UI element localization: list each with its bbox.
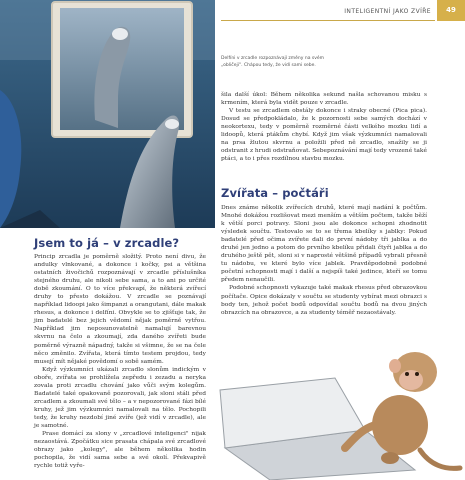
page-number: 49 (437, 0, 465, 21)
monkey-laptop-photo (215, 330, 465, 480)
dolphin-mirror-photo (0, 0, 215, 228)
paragraph: Když výzkumníci ukázali zrcadlo slonům indickým v oboře, zvířata se prohlížela zepředu i zezadu a neryka zovala proti zrcadlu chování jako vůči svým kolegům. Badatelé také opakovaně pozorovali, jak sloni stáli před zrcadlem a zkoumali své tělo – a v nepozorované fázi bílé kruhy, jež jim výzkumníci namalovali na tělo. Pochopili tedy, že kruhy nezdobí jiné zvíře (jež vidí v zrcadle), ale je samotné. (34, 366, 206, 429)
right-column-top (221, 91, 427, 163)
section-heading-mirror: Jsem to já – v zrcadle? (34, 236, 180, 250)
photo-caption: Delfíni v zrcadle rozpoznávají změny na svém „obličeji". Chápou tedy, že vidí sami sebe. (221, 56, 325, 68)
paragraph: Prase domácí za slony v „zrcadlové inteligenci" nijak nezaostává. Zpočátku sice prasata chápala své zrcadlové obrazy jako „kolegy", ale během několika hodin pochopila, že vidí sama sebe a své okolí. Překvapivě rychle totiž vyře- (34, 431, 206, 470)
page-header (215, 0, 465, 22)
section-heading-counting: Zvířata – počtáři (221, 186, 329, 200)
left-column (34, 253, 206, 470)
paragraph: Princip zrcadla je poměrně složitý. Proto není divu, že andulky vlnkované, a dokonce i kočky, psi a většina ostatních živočichů rozpoznávají v zrcadle příslušníka stejného druhu, ale nikoli sebe sama, a to ani po určité době zkoumání. O to více překvapí, že některá zvířecí druhy to přesto dokážou. V zrcadle se poznávají například lidoopi jako šimpanzi a orangutani, dále makak rhesus, a dokonce i delfíni. Obvykle se to zjišťuje tak, že jim badatelé bez jejich vědomí nějak poměrně vytřou. Například jim neposunovatelně namalují barevnou skvrnu na čelo a zkoumají, zda daného zvířeti bude poměrně výrazně nápadný, takže si všimne, že se na čele něco změnilo. Zvířata, která tímto testem projdou, tedy musejí mít nějaké povědomí o sobě samém. (34, 254, 206, 365)
paragraph: Podobné schopnosti vykazuje také makak rhesus před obrazovkou počítače. Opice dokázaly v součtu se studenty vybírat mezi obrazci s body ten, jehož počet bodů odpovídal součtu bodů na dvou jiných obrazcích na obrazovce, a za studenty téměř nezaostávaly. (221, 285, 427, 316)
section-title: INTELIGENTNÍ JAKO ZVÍŘE (344, 8, 431, 15)
paragraph: Dnes známe několik zvířecích druhů, které mají nadání k počtům. Mnohé dokážou rozlišovat mezi menším a větším počtem, takže běží k větší porci potravy. Sloni jsou ale dokonce schopni zhodnotit výsledek součtu. Testovalo se to se třema kbelíky s jablky: Pokud badatelé před očima zvířete dali do první nádoby tři jablka a do druhé jen jedno a potom do prvního kbelíku přidali čtyři jablka a do druhého ještě pět, sloni si v naprosté většině případů vybrali přesně tu nádobu, ve které bylo více jablek. Pravděpodobně podobné početní schopnosti mají i další a nejspíš také jedince, kteří se tomu předem nenaučili. (221, 205, 427, 284)
paragraph: V testu se zrcadlem obstály dokonce i straky obecné (Pica pica). Dosud se předpokládalo, že k pozornosti sebe samých dochází v neokortexu, tedy v poměrně rozměrné části velkého mozku lidí a lidoopů, která ptákům chybí. Když jim však výzkumníci namalovali na prsa žlutou skvrnu a položili před ně zrcadlo, snažily se ji odstranit z hrudi odstraňovat. Sebepoznávání mají tedy vrozené také ptáci, a to i přes rozdílnou stavbu mozku. (221, 108, 427, 163)
header-rule (221, 20, 435, 21)
paragraph: šila další úkol: Během několika sekund našla schovanou misku s krmením, která byla vidět pouze v zrcadle. (221, 92, 427, 107)
right-column-bottom (221, 204, 427, 317)
